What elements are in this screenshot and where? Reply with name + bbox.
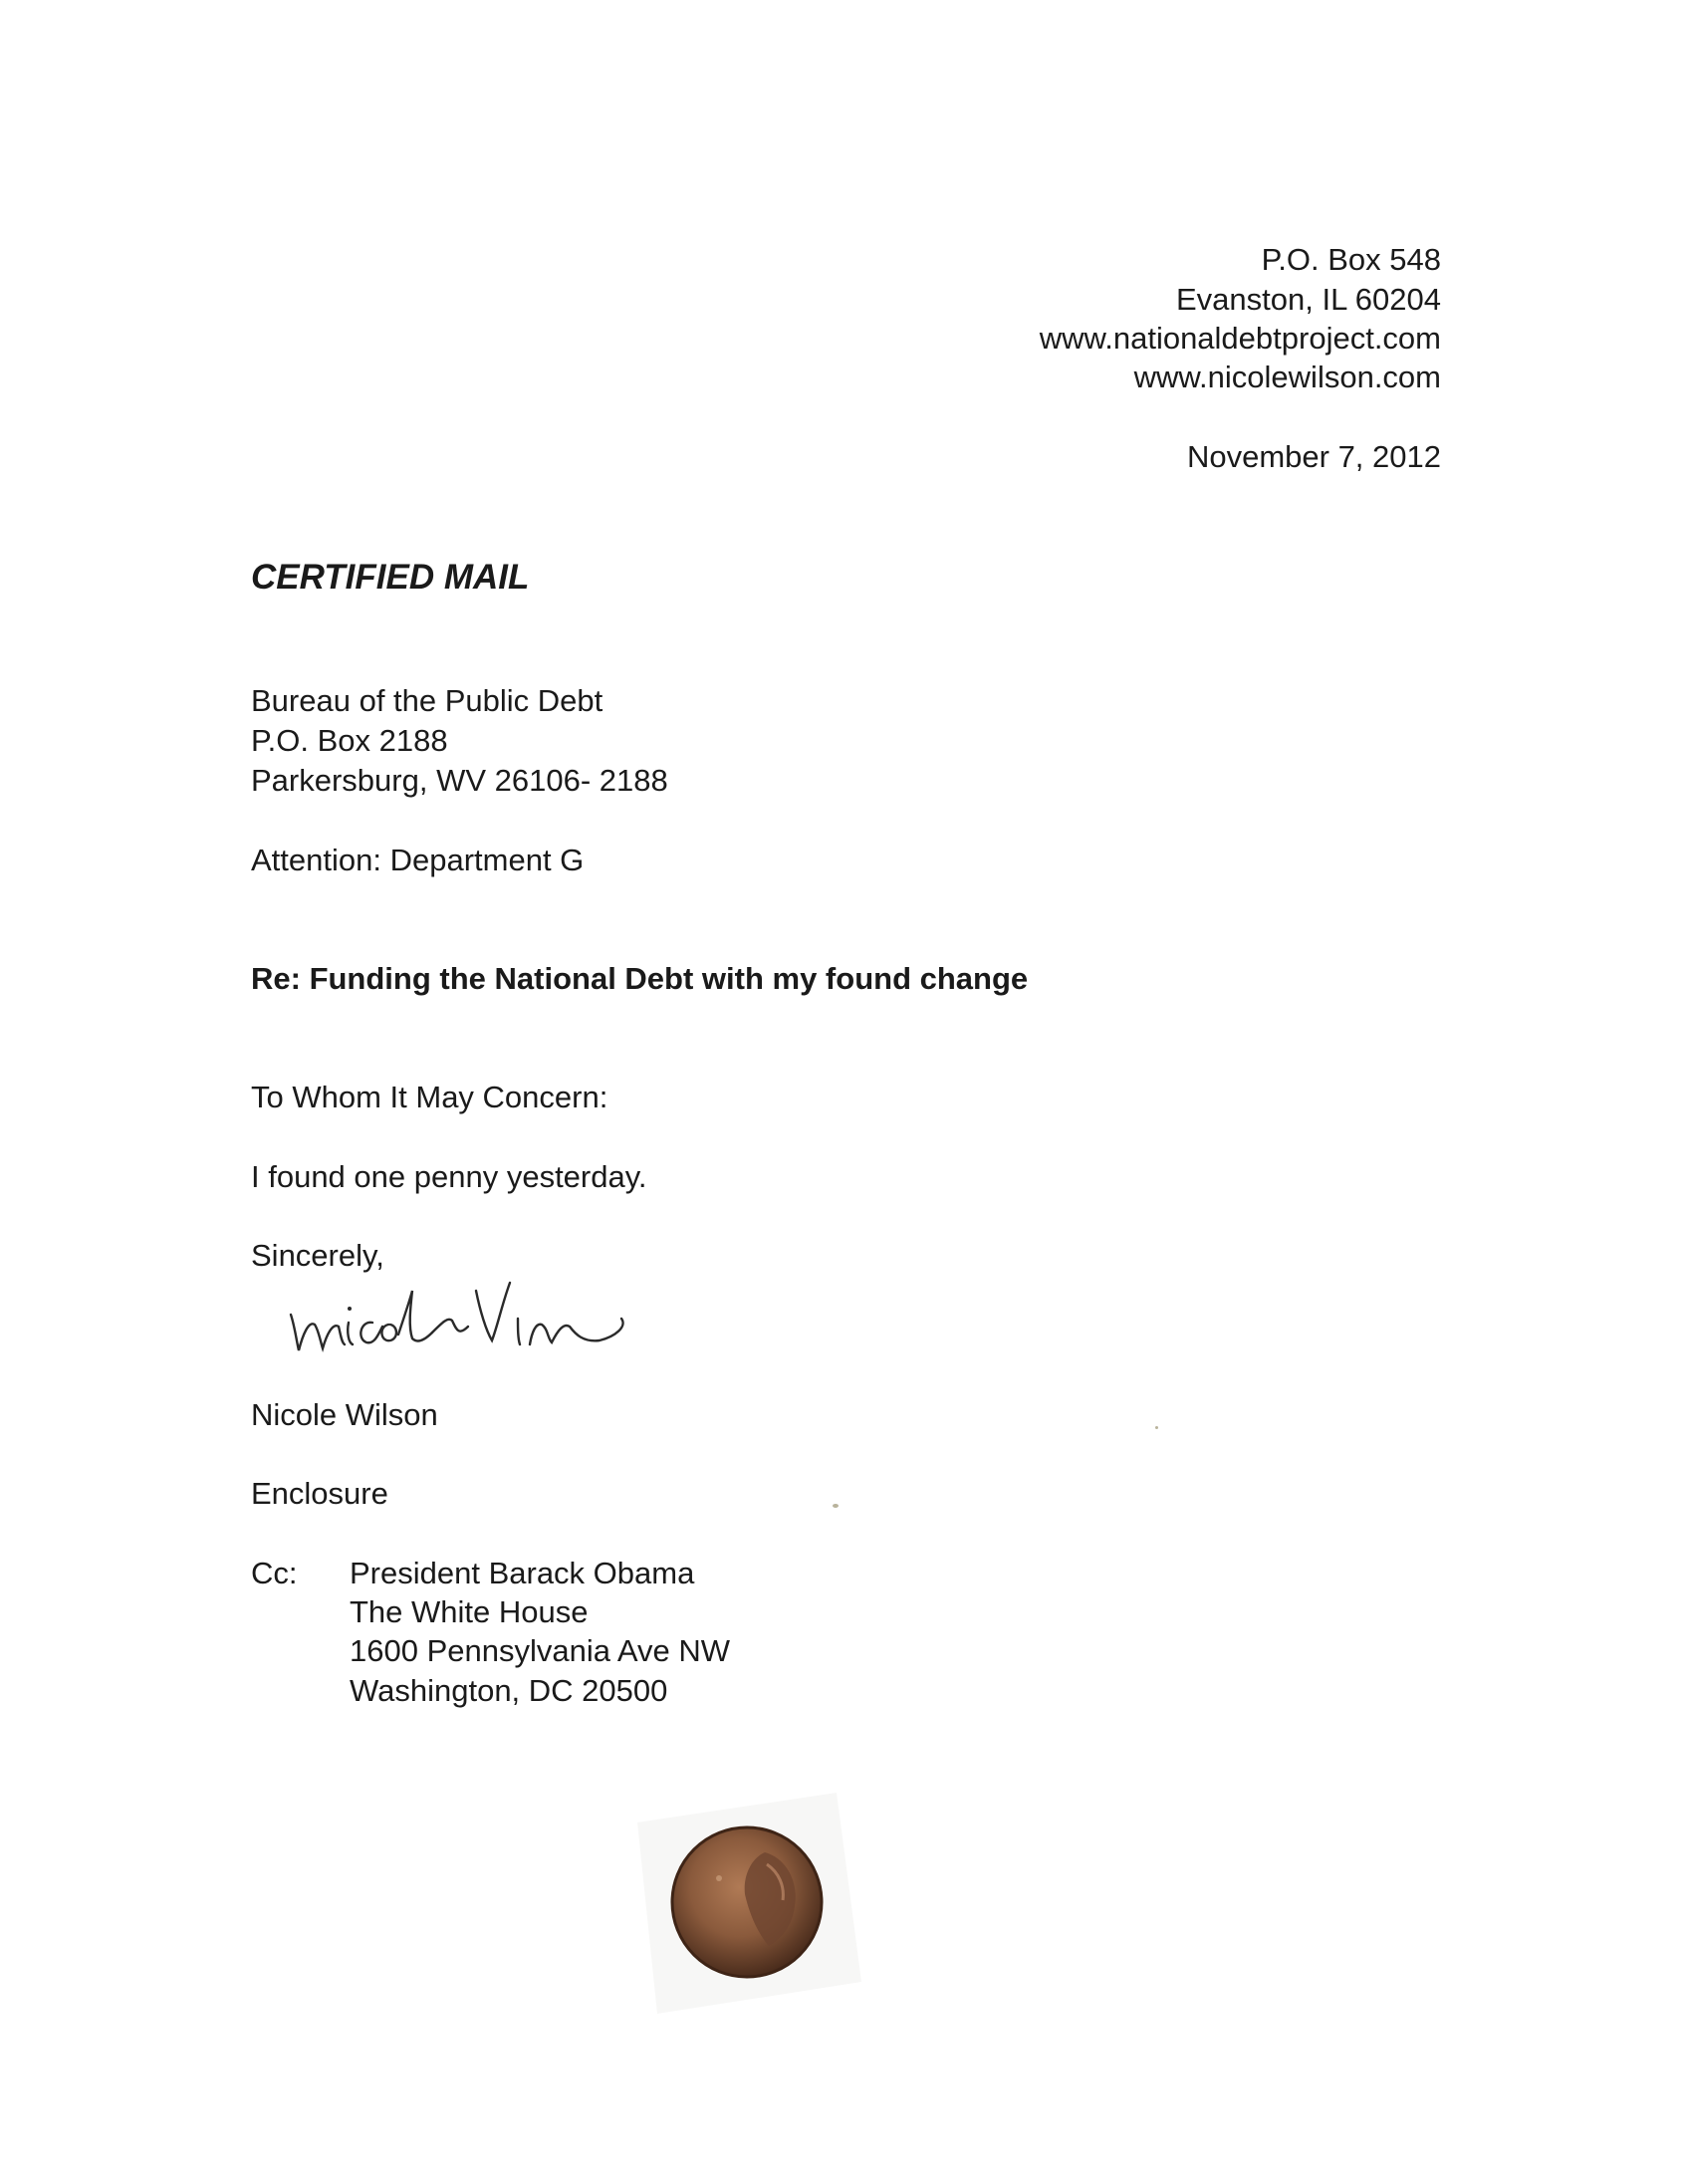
enclosure-note: Enclosure [251, 1476, 388, 1511]
recipient-address-line1: P.O. Box 2188 [251, 723, 448, 758]
sender-website-2: www.nicolewilson.com [1133, 360, 1441, 394]
closing: Sincerely, [251, 1238, 384, 1273]
cc-line: President Barack Obama [350, 1556, 695, 1590]
letter-body: I found one penny yesterday. [251, 1159, 647, 1194]
sender-address-line2: Evanston, IL 60204 [1176, 282, 1441, 317]
recipient-address-line2: Parkersburg, WV 26106- 2188 [251, 763, 668, 798]
cc-line: Washington, DC 20500 [350, 1673, 668, 1708]
attention-line: Attention: Department G [251, 843, 585, 877]
recipient-name: Bureau of the Public Debt [251, 683, 603, 718]
scan-speck [1155, 1426, 1158, 1429]
handwritten-signature [287, 1265, 645, 1374]
salutation: To Whom It May Concern: [251, 1080, 608, 1114]
sender-website-1: www.nationaldebtproject.com [1039, 321, 1441, 356]
certified-mail-heading: CERTIFIED MAIL [251, 558, 530, 597]
cc-line: The White House [350, 1594, 589, 1629]
subject-line: Re: Funding the National Debt with my found change [251, 961, 1029, 996]
letter-date: November 7, 2012 [1186, 439, 1441, 474]
signer-name: Nicole Wilson [251, 1397, 438, 1432]
cc-label: Cc: [251, 1556, 298, 1590]
penny-coin-image [627, 1783, 866, 2022]
sender-address-line1: P.O. Box 548 [1261, 242, 1441, 277]
cc-line: 1600 Pennsylvania Ave NW [350, 1633, 730, 1668]
scan-speck [833, 1504, 839, 1508]
